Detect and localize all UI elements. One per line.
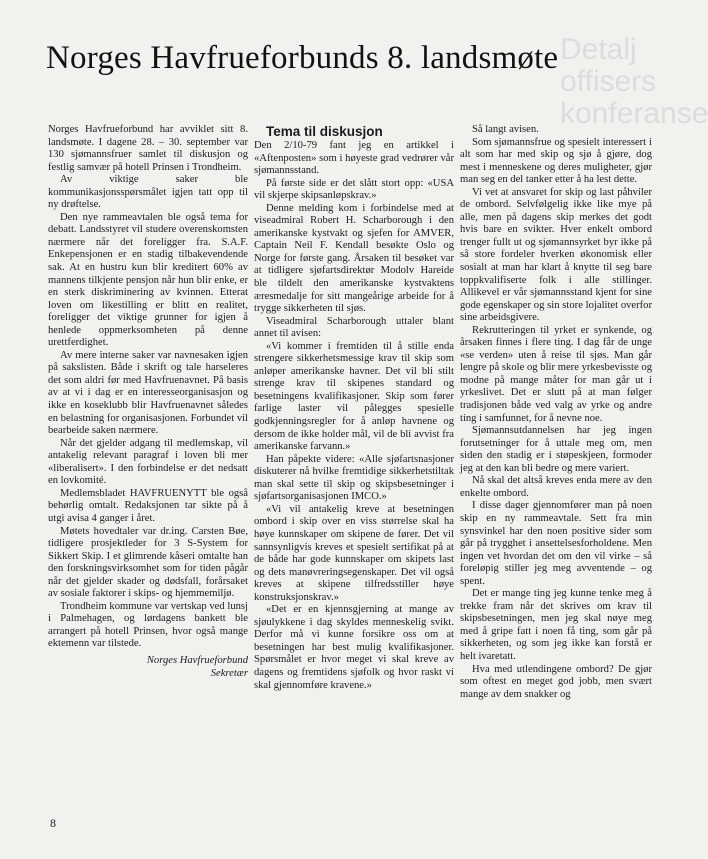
paragraph: Hva med utlendingene ombord? De gjør som oftest en meget god jobb, men svært mange av dem snakker og <box>460 663 652 700</box>
paragraph: Rekrutteringen til yrket er synkende, og årsaken finnes i flere ting. I dag får de unge «se verden» uten å reise til sjøs. Man går lengre på skole og blir mere yrkesbevisste og modne på mange måter for man går ut i yrkeslivet. Det er slutt på at man følger tradisjonen både ved valg av yrke og andre ting i samfunnet, for å nevne noe. <box>460 324 652 424</box>
column-2 <box>254 124 454 692</box>
paragraph: Det er mange ting jeg kunne tenke meg å trekke fram når det skrives om krav til skipsbesetningen, men jeg skal nøye meg med å gripe fatt i noen få ting, som går på sikkerheten, og som jeg ikke kan forstå er helt ivaretatt. <box>460 588 652 662</box>
paragraph: Den 2/10-79 fant jeg en artikkel i «Aftenposten» som i høyeste grad vedrører vår sjømannsstand. <box>254 140 454 177</box>
paragraph: «Det er en kjennsgjerning at mange av sjøulykkene i dag skyldes menneskelig svikt. Derfor må vi kunne forsikre oss om at besetningen har best mulig kvalifikasjoner. Spørsmålet er hvor meget vi skal kreve av dagens og fremtidens sjøfolk og hvor raskt vi skal gjennomføre kravene.» <box>254 604 454 691</box>
paragraph: Vi vet at ansvaret for skip og last påhviler de ombord. Selvfølgelig ikke like mye på alle, men på dagens skip merkes det godt hvis bare en svikter. Hver enkelt ombord trenger fullt ut og sjømannsyrket byr ikke på så store fordeler hverken økonomisk eller sosialt at man har klart å knytte til seg bare toppkvalifiserte folk i alle stillinger. Allikevel er vår sjømannsstand kjent for sine gode egenskaper og sin store lojalitet overfor sine arbeidsgivere. <box>460 186 652 324</box>
paragraph: Viseadmiral Scharborough uttaler blant annet til avisen: <box>254 315 454 340</box>
article-title: Norges Havfrueforbunds 8. landsmøte <box>46 40 559 76</box>
paragraph: «Vi kommer i fremtiden til å stille enda strengere sikkerhetsmessige krav til skip som anløper amerikanske havner. Det vil bli stilt strenge krav til skipenes standard og besetningens kvalifikasjoner. Skip som fører farlige laster vil pålegges spesielle godkjenningsregler for å anløp havnene og dersom de ikke holder mål, vil de bli avvist fra amerikanske farvann.» <box>254 340 454 453</box>
signature-role: Sekretær <box>210 667 248 679</box>
ghost-line: offisers <box>560 65 657 98</box>
paragraph: Møtets hovedtaler var dr.ing. Carsten Bøe, tidligere prosjektleder for 3 S-System for Sikkert Skip. I et glimrende kåseri omtalte han den forskningsvirksomhet som for tiden pågår når det gjelder skader og dødsfall, forårsaket av sosiale faktorer i skips- og hjemmemiljø. <box>48 525 248 600</box>
paragraph: Som sjømannsfrue og spesielt interessert i alt som har med skip og sjø å gjøre, dog mest i menneskene og deres muligheter, gjør man seg en del tanker etter å ha lest dette. <box>460 136 652 186</box>
paragraph: Denne melding kom i forbindelse med at viseadmiral Robert H. Scharborough i den amerikanske kystvakt og sjefen for AMVER, Captain Neil F. Kendall besøkte Oslo og Norge for første gang. Årsaken til besøket var at tidligere sjøfartsdirektør Modolv Hareide ble tildelt den amerikanske kystvaktens æresmedalje for sitt mangeårige arbeide for å trygge sikkerheten til sjøs. <box>254 202 454 315</box>
section-heading: Tema til diskusjon <box>266 124 383 139</box>
paragraph: I disse dager gjennomfører man på noen skip en ny rammeavtale. Sett fra min synsvinkel har den noen positive sider som går på trygghet i ansettelsesforholdene. Men ingen vet hvordan det om den vil virke – så foreløpig stiller jeg meg avventende – og spent. <box>460 500 652 587</box>
paragraph: Nå skal det altså kreves enda mere av den enkelte ombord. <box>460 475 652 499</box>
ghost-line: konferanse <box>560 97 708 130</box>
signature <box>48 655 248 680</box>
paragraph: Medlemsbladet HAVFRUENYTT ble også behørlig omtalt. Redaksjonen tar sikte på å utgi avisa 4 ganger i året. <box>48 487 248 524</box>
column-3 <box>460 124 652 701</box>
paragraph: Han påpekte videre: «Alle sjøfartsnasjoner diskuterer nå hvilke fremtidige sikkerhetstiltak man skal sette til skip og skipsbesetninger i sjøfartsorganisasjonen IMCO.» <box>254 453 454 503</box>
paragraph: Av viktige saker ble kommunikasjonsspørsmålet igjen tatt opp til ny drøftelse. <box>48 174 248 211</box>
paragraph: «Vi vil antakelig kreve at besetningen ombord i skip over en viss størrelse skal ha høye kunnskaper om skipene de fører. Det vil sannsynligvis kreves et spesielt sertifikat på at de både har gode kunnskaper om skipets last og dets manøvreringsegenskaper. Det vil også kreves at skipene tilfredsstiller høye konstruksjonskrav.» <box>254 503 454 603</box>
page-number: 8 <box>50 816 56 830</box>
ghost-line: Detalj <box>560 33 637 66</box>
paragraph: Den nye rammeavtalen ble også tema for debatt. Landsstyret vil studere overenskomsten nærmere når det foreligger fra. S.A.F. Enkepensjonen er en stadig tilbakevendende sak. At en hustru kun blir kreditert 60% av mannens tilkjente pensjon når hun blir enke, er en sterk diskriminering av kvinnen. Etterat loven om likestilling er blitt en realitet, foreligger det viktige grunner for igjen å henlede oppmerksomheten på denne urettferdighet. <box>48 211 248 349</box>
paragraph: Av mere interne saker var navnesaken igjen på sakslisten. Både i skrift og tale harseleres det som aldri før med Havfruenavnet. På basis av at vi i dag er en interesseorganisasjon og ikke en koseklubb blir Havfruenavnet således en belastning for organisasjonen. Forbundet vil bearbeide saken nærmere. <box>48 349 248 437</box>
paragraph: Norges Havfrueforbund har avviklet sitt 8. landsmøte. I dagene 28. – 30. september var 130 sjømannsfruer samlet til diskusjon og festlig samvær på hotell Prinsen i Trondheim. <box>48 124 248 173</box>
paragraph: Når det gjelder adgang til medlemskap, vil antakelig relevant paragraf i loven bli mer «liberalisert». I den forbindelse er det nedsatt en lovkomité. <box>48 437 248 487</box>
paragraph: På første side er det slått stort opp: «USA vil skjerpe skipsanløpskrav.» <box>254 177 454 202</box>
signature-org: Norges Havfrueforbund <box>146 654 248 666</box>
paragraph: Trondheim kommune var vertskap ved lunsj i Palmehagen, og lørdagens bankett ble arrangert på hotell Prinsen, hvor også mange ektemenn var tilstede. <box>48 600 248 650</box>
column-1 <box>48 124 248 680</box>
paragraph: Så langt avisen. <box>472 124 539 135</box>
bleed-through-text <box>560 33 708 130</box>
paragraph: Sjømannsutdannelsen har jeg ingen forutsetninger for å uttale meg om, men siden den stadig er i støpeskjeen, formoder jeg at den kan bli bedre og mere variert. <box>460 425 652 474</box>
